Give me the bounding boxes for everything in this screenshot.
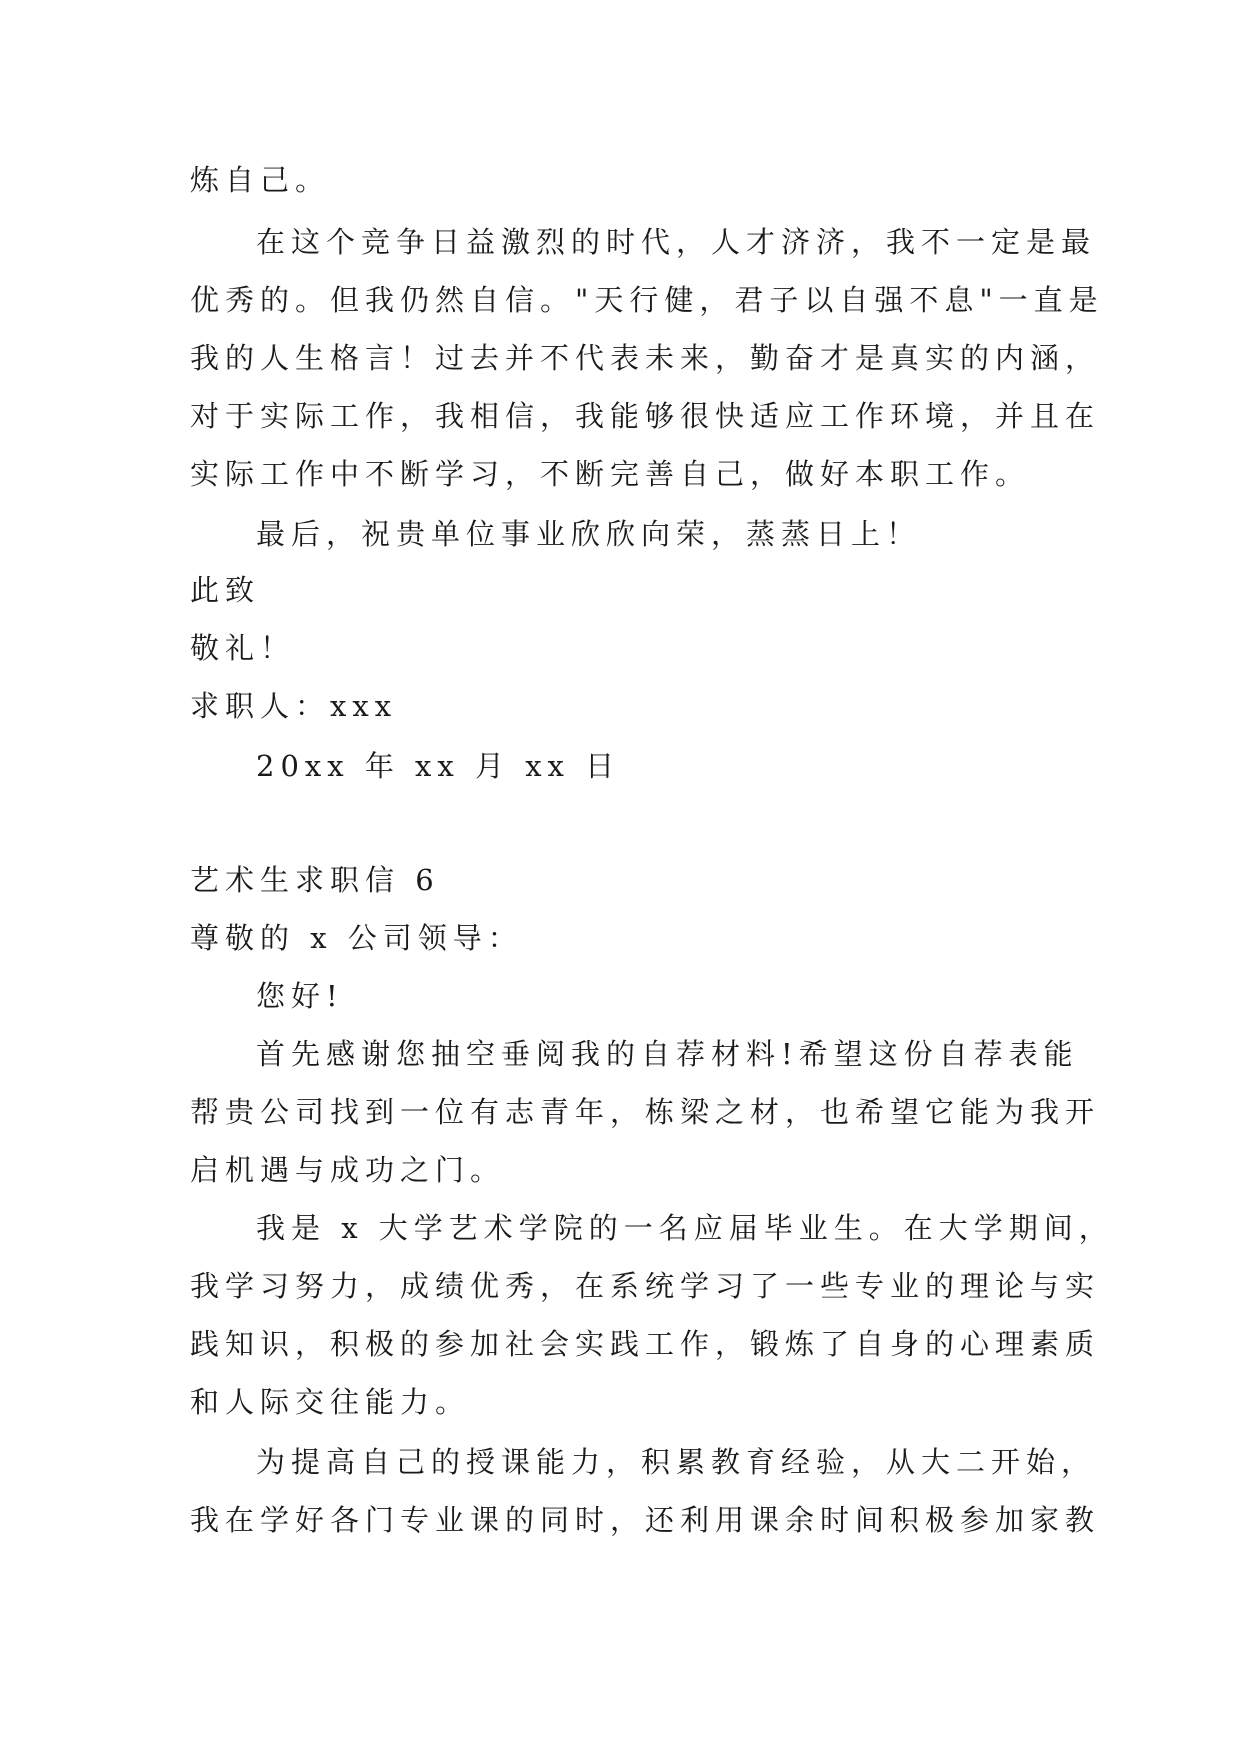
text-line: 帮贵公司找到一位有志青年，栋梁之材，也希望它能为我开 [190,1095,1101,1129]
text-line: 实际工作中不断学习，不断完善自己，做好本职工作。 [190,457,1031,491]
text-line: 我在学好各门专业课的同时，还利用课余时间积极参加家教 [190,1503,1101,1537]
text-line: 炼自己。 [190,163,331,197]
salutation-line: 敬礼！ [190,631,296,665]
greeting-line: 您好! [256,979,344,1013]
paragraph-text-line: 首先感谢您抽空垂阅我的自荐材料!希望这份自荐表能 [256,1037,1079,1071]
applicant-line: 求职人：xxx [190,689,398,723]
paragraph-text-line: 为提高自己的授课能力，积累教育经验，从大二开始， [256,1445,1097,1479]
text-line: 优秀的。但我仍然自信。"天行健，君子以自强不息"一直是 [190,283,1104,317]
paragraph-text-line: 在这个竞争日益激烈的时代，人才济济，我不一定是最 [256,225,1097,259]
date-line: 20xx 年 xx 月 xx 日 [256,749,621,783]
text-line: 我学习努力，成绩优秀，在系统学习了一些专业的理论与实 [190,1269,1101,1303]
greeting-recipient: 尊敬的 x 公司领导： [190,921,523,955]
text-line: 我的人生格言！过去并不代表未来，勤奋才是真实的内涵， [190,341,1101,375]
text-line: 对于实际工作，我相信，我能够很快适应工作环境，并且在 [190,399,1101,433]
closing-wish-line: 最后，祝贵单位事业欣欣向荣，蒸蒸日上！ [256,517,922,551]
salutation-line: 此致 [190,573,261,607]
text-line: 践知识，积极的参加社会实践工作，锻炼了自身的心理素质 [190,1327,1101,1361]
section-title: 艺术生求职信 6 [190,863,440,897]
text-line: 启机遇与成功之门。 [190,1153,506,1187]
paragraph-text-line: 我是 x 大学艺术学院的一名应届毕业生。在大学期间， [256,1211,1114,1245]
text-line: 和人际交往能力。 [190,1385,471,1419]
